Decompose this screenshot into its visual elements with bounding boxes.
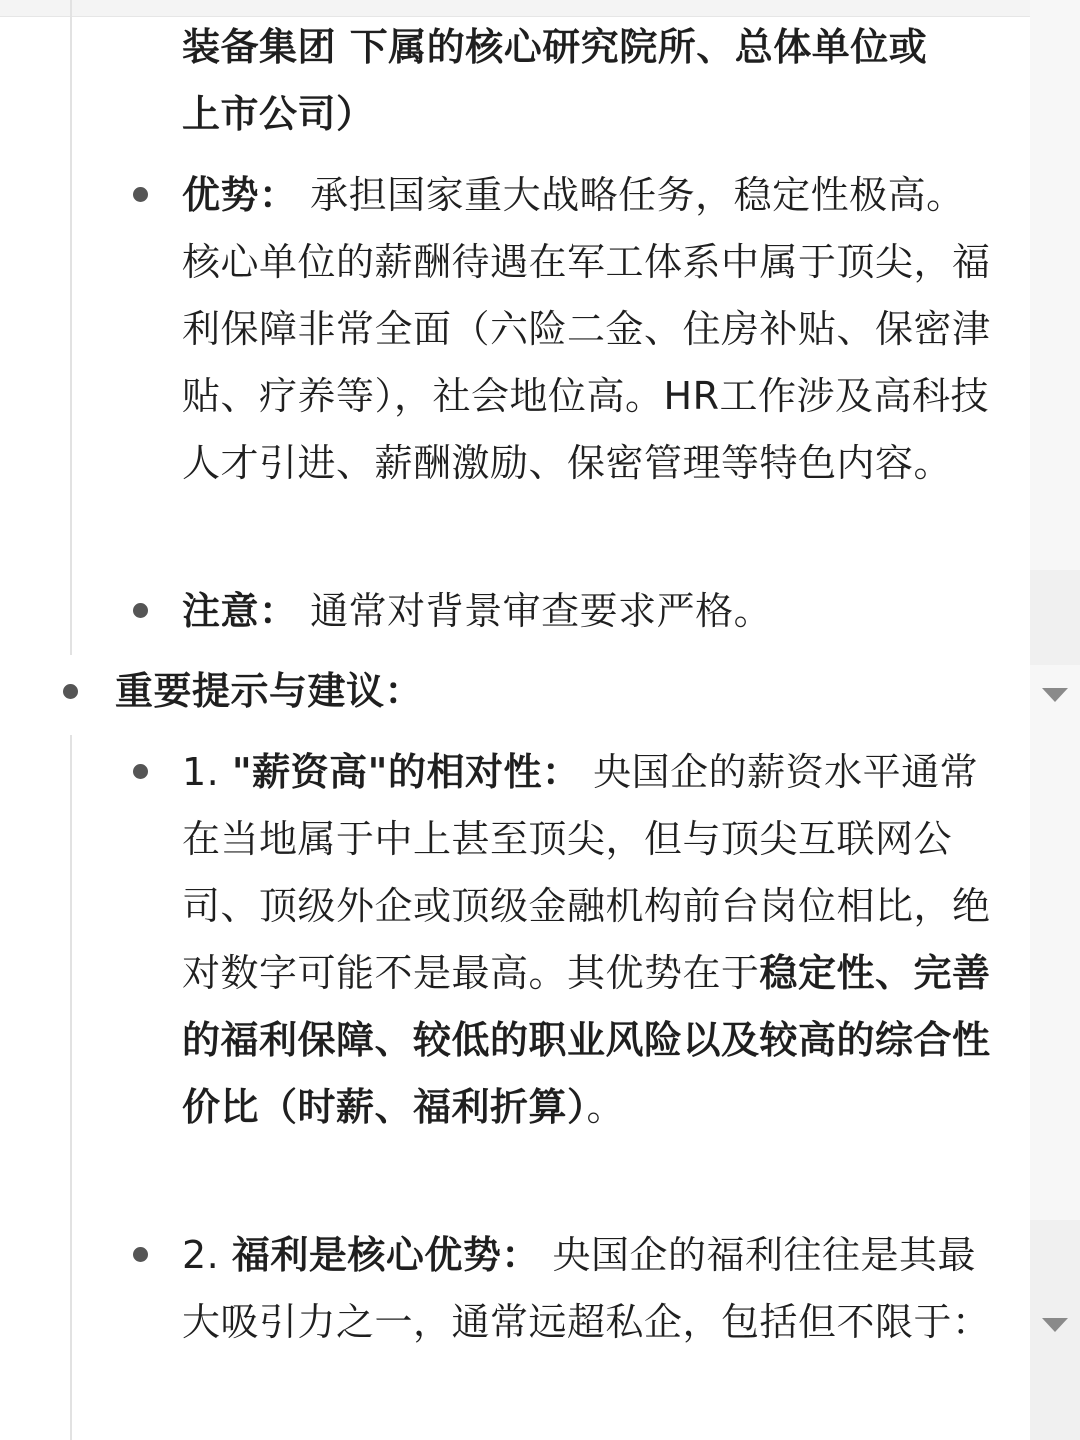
tip-text: 央国企的薪资水平通常在当地属于中上甚至顶尖，但与顶尖互联网公司、顶级外企或顶级金融机构前台岗位相比，绝对数字可能不是最高。其优势在于 [182, 750, 991, 995]
tip-label: "薪资高"的相对性： [231, 750, 581, 794]
caution-label: 注意： [182, 589, 298, 633]
tip-item-2 [182, 1222, 992, 1356]
tip-number: 1. [182, 750, 220, 794]
tip-number: 2. [182, 1233, 220, 1277]
tip-text: 央国企的福利往往是其最大吸引力之一，通常远超私企，包括但不限于： [182, 1233, 991, 1344]
caret-down-icon[interactable] [1042, 688, 1068, 702]
bullet-dot-icon [63, 684, 78, 699]
caret-down-icon[interactable] [1042, 1318, 1068, 1332]
bullet-dot-icon [133, 603, 148, 618]
prev-item-line-1: 装备集团 下属的核心研究院所、总体单位或 [182, 25, 928, 69]
prev-item-tail [182, 14, 992, 148]
bullet-dot-icon [133, 187, 148, 202]
tree-guide-line [70, 0, 72, 655]
tip-item-1 [182, 739, 992, 1141]
tree-guide-line [70, 735, 72, 1440]
right-gutter [1030, 0, 1080, 1440]
advantage-text: 承担国家重大战略任务，稳定性极高。核心单位的薪酬待遇在军工体系中属于顶尖，福利保障非常全面（六险二金、住房补贴、保密津贴、疗养等），社会地位高。HR工作涉及高科技人才引进、薪酬激励、保密管理等特色内容。 [182, 173, 991, 485]
caution-text: 通常对背景审查要求严格。 [310, 589, 773, 633]
advantage-label: 优势： [182, 173, 298, 217]
bullet-dot-icon [133, 764, 148, 779]
tip-label: 福利是核心优势： [231, 1233, 540, 1277]
advantage-item [182, 162, 992, 497]
bullet-dot-icon [133, 1247, 148, 1262]
tips-heading: 重要提示与建议： [115, 669, 424, 713]
gutter-segment [1030, 570, 1080, 665]
tip-tail: 。 [586, 1085, 626, 1129]
caution-item [182, 578, 992, 645]
tip-emphasis: 稳定性、完善的福利保障、较低的职业风险以及较高的综合性价比（时薪、福利折算） [182, 951, 991, 1129]
prev-item-line-2: 上市公司） [182, 92, 375, 136]
